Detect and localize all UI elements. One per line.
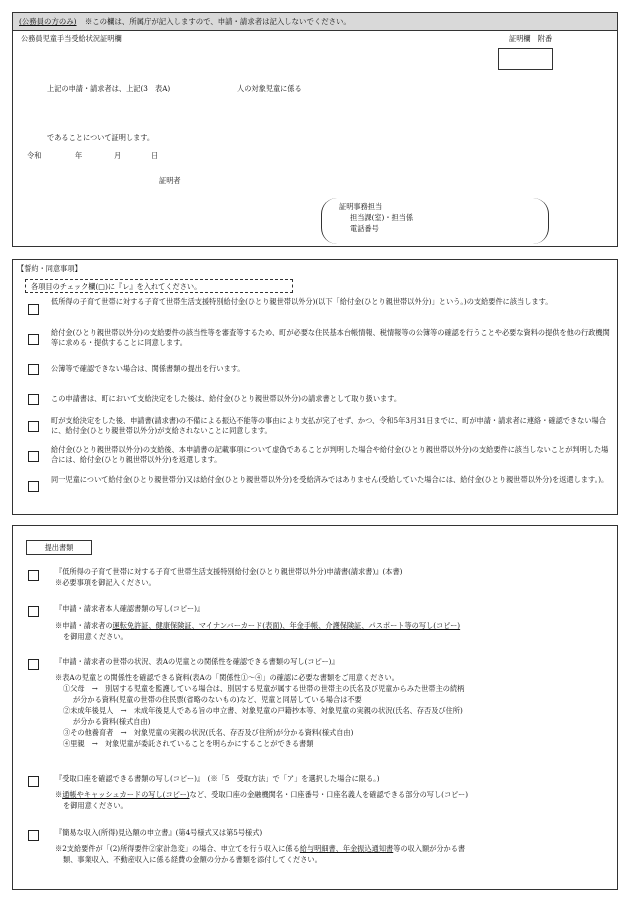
doc-4-note bbox=[55, 790, 468, 800]
cert-line-2: であることについて証明します。 bbox=[47, 133, 155, 142]
contact-department: 担当課(室)・担当係 bbox=[350, 213, 414, 222]
doc-2-note bbox=[55, 621, 460, 631]
doc-checkbox-1[interactable] bbox=[28, 570, 39, 581]
doc-3-line-1: ※表Aの児童との関係性を確認できる資料(表Aの「関係性①～④」の確認に必要な書類をご用意ください。 bbox=[55, 673, 399, 682]
doc-5-note-slips: 給与明細書、年金振込通知書 bbox=[299, 844, 394, 853]
consent-checkbox-3[interactable] bbox=[28, 364, 39, 375]
contact-title: 証明事務担当 bbox=[339, 202, 383, 211]
consent-checkbox-6[interactable] bbox=[28, 451, 39, 462]
official-section-note: ※この欄は、所属庁が記入しますので、申請・請求者は記入しないでください。 bbox=[84, 17, 351, 26]
consent-checkbox-7[interactable] bbox=[28, 481, 39, 492]
date-month: 月 bbox=[114, 151, 122, 160]
doc-4-note-prefix: ※ bbox=[55, 790, 63, 799]
doc-5-note bbox=[55, 844, 465, 854]
doc-3-title: 『申請・請求者の世帯の状況、表Aの児童との関係性を確認できる書類の写し(コピー)』 bbox=[55, 657, 339, 666]
doc-5-note-mid: 等の収入額が分かる書 bbox=[393, 844, 466, 853]
consent-checkbox-1[interactable] bbox=[28, 304, 39, 315]
certificate-number-field[interactable] bbox=[498, 48, 553, 70]
doc-5-title: 『簡易な収入(所得)見込額の申立書』(第4号様式又は第5号様式) bbox=[55, 828, 263, 837]
certificate-number-label: 証明欄 附番 bbox=[509, 34, 553, 43]
official-certification-section bbox=[12, 12, 618, 247]
certificate-title: 公務員児童手当受給状況証明欄 bbox=[21, 34, 122, 43]
consent-item-1: 低所得の子育て世帯に対する子育て世帯生活支援特別給付金(ひとり親世帯以外分)(以下「給付金(ひとり親世帯以外分)」という。)の支給要件に該当します。 bbox=[51, 297, 553, 306]
doc-3-line-3: が分かる資料(児童の世帯の住民票(省略のないもの)など、児童と同居している場合は不要 bbox=[73, 695, 362, 704]
documents-section bbox=[12, 525, 618, 890]
consent-item-7: 同一児童について給付金(ひとり親世帯分)又は給付金(ひとり親世帯以外分)を受給済みではありません(受給していた場合には、給付金(ひとり親世帯以外分)を返還します。)。 bbox=[51, 475, 609, 484]
doc-checkbox-5[interactable] bbox=[28, 830, 39, 841]
doc-3-line-7: ④里親 → 対象児童が委託されていることを明らかにすることができる書類 bbox=[63, 739, 314, 748]
doc-checkbox-2[interactable] bbox=[28, 606, 39, 617]
doc-1-title: 『低所得の子育て世帯に対する子育て世帯生活支援特別給付金(ひとり親世帯以外分)申請書(請求書)』(本書) bbox=[55, 567, 403, 576]
officials-only-label: (公務員の方のみ) bbox=[19, 17, 77, 26]
consent-item-6: 給付金(ひとり親世帯以外分)の支給後、本申請書の記載事項について虚偽であることが判明した場合や給付金(ひとり親世帯以外分)の支給要件に該当しないことが判明した場合には、給付金(ひとり親世帯以外分)を返還します。 bbox=[51, 445, 609, 464]
date-era: 令和 bbox=[27, 151, 42, 160]
certifier-label: 証明者 bbox=[159, 176, 181, 185]
consent-item-3: 公簿等で確認できない場合は、関係書類の提出を行います。 bbox=[51, 364, 245, 373]
doc-4-note-mid: など、受取口座の金融機関名・口座番号・口座名義人を確認できる部分の写し(コピー) bbox=[189, 790, 469, 799]
cert-line-1a: 上記の申請・請求者は、上記(3 表A) bbox=[47, 84, 171, 93]
consent-title: 【誓約・同意事項】 bbox=[17, 264, 82, 273]
consent-instruction-text: 各項目のチェック欄(□)に『レ』を入れてください。 bbox=[31, 282, 202, 291]
cert-line-1b: 人の対象児童に係る bbox=[237, 84, 302, 93]
doc-3-line-6: ③その他養育者 → 対象児童の実親の状況(氏名、存否及び住所)が分かる資料(様式自由) bbox=[63, 728, 354, 737]
consent-checkbox-2[interactable] bbox=[28, 334, 39, 345]
doc-5-note-prefix: ※2支給要件が「(2)所得要件②家計急変」の場合、申立てを行う収入に係る bbox=[55, 844, 300, 853]
doc-4-title: 『受取口座を確認できる書類の写し(コピー)』 (※「5 受取方法」で「ア」を選択した場合に限る。) bbox=[55, 774, 380, 783]
doc-3-line-4: ②未成年後見人 → 未成年後見人である旨の申立書、対象児童の戸籍抄本等、対象児童の実親の状況(氏名、存否及び住所) bbox=[63, 706, 463, 715]
official-section-header bbox=[13, 13, 617, 31]
consent-instruction bbox=[25, 279, 293, 293]
doc-checkbox-4[interactable] bbox=[28, 776, 39, 787]
documents-title bbox=[26, 540, 92, 555]
doc-2-note-suffix: を御用意ください。 bbox=[63, 632, 128, 641]
doc-4-note-bankbook: 通帳やキャッシュカードの写し(コピー) bbox=[62, 790, 190, 799]
doc-checkbox-3[interactable] bbox=[28, 659, 39, 670]
date-day: 日 bbox=[151, 151, 159, 160]
consent-checkbox-4[interactable] bbox=[28, 394, 39, 405]
date-year: 年 bbox=[75, 151, 83, 160]
doc-4-note-suffix: を御用意ください。 bbox=[63, 801, 128, 810]
doc-2-note-ids: 運転免許証、健康保険証、マイナンバーカード(表面)、年金手帳、介護保険証、パスポート等の写し(コピー) bbox=[112, 621, 461, 630]
contact-phone: 電話番号 bbox=[350, 224, 379, 233]
doc-1-note: ※必要事項を御記入ください。 bbox=[55, 578, 156, 587]
doc-5-note-suffix: 類、事業収入、不動産収入に係る経費の金額の分かる書類を添付してください。 bbox=[63, 855, 322, 864]
consent-item-4: この申請書は、町において支給決定をした後は、給付金(ひとり親世帯以外分)の請求書として取り扱います。 bbox=[51, 394, 402, 403]
doc-3-line-5: が分かる資料(様式自由) bbox=[73, 717, 151, 726]
doc-2-title: 『申請・請求者本人確認書類の写し(コピー)』 bbox=[55, 604, 205, 613]
consent-checkbox-5[interactable] bbox=[28, 421, 39, 432]
documents-title-text: 提出書類 bbox=[44, 543, 74, 552]
consent-section bbox=[12, 259, 618, 515]
consent-item-2: 給付金(ひとり親世帯以外分)の支給要件の該当性等を審査等するため、町が必要な住民基本台帳情報、税情報等の公簿等の確認を行うことや必要な資料の提供を他の行政機関等に求める・提供することに同意します。 bbox=[51, 328, 610, 347]
doc-2-note-prefix: ※申請・請求者の bbox=[55, 621, 113, 630]
consent-item-5: 町が支給決定をした後、申請書(請求書)の不備による振込不能等の事由により支払が完了せず、かつ、令和5年3月31日までに、町が申請・請求者に連絡・確認できない場合に、給付金(ひとり親世帯以外分)が支給されないことに同意します。 bbox=[51, 416, 606, 435]
doc-3-line-2: ①父母 → 別居する児童を監護している場合は、別居する児童が属する世帯の世帯主の氏名及び児童からみた世帯主の続柄 bbox=[63, 684, 465, 693]
